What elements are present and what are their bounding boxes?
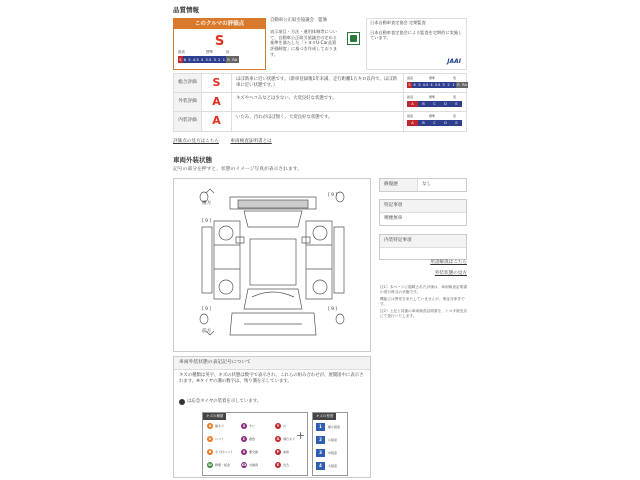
special-panel xyxy=(379,199,467,226)
eval-row-interior xyxy=(174,112,466,131)
eval-mini-scale xyxy=(407,101,462,107)
damage-kind-code: X xyxy=(242,450,246,454)
damage-kind-item xyxy=(207,449,233,455)
front-label: 前方 xyxy=(202,329,212,334)
scale-cell: RA xyxy=(232,57,238,62)
mini-scale-cell: R xyxy=(457,83,460,87)
page-content xyxy=(173,6,468,468)
mini-scale-cell: D xyxy=(440,101,451,107)
eval-desc: いたみ、汚れがほぼ無く、大変良好な状態です。 xyxy=(232,112,404,131)
scale-cell: 3 xyxy=(213,57,216,62)
eval-scale-label: 最高 xyxy=(407,114,414,118)
damage-kind-box xyxy=(202,412,308,476)
mini-scale-cell: A xyxy=(407,120,418,126)
damage-kind-code: B xyxy=(208,450,212,454)
damage-level-num: 3 xyxy=(316,449,325,457)
mini-scale-cell: A xyxy=(407,101,418,107)
damage-kind-code: A xyxy=(208,424,212,428)
eval-header: このクルマの評価点 xyxy=(174,19,265,29)
interior-value xyxy=(380,248,466,259)
damage-kind-code: E xyxy=(276,463,280,467)
note-item: 注1）本ページに掲載された評価は、車両検査証明書の発行時点の状態です。 xyxy=(380,285,468,294)
repair-value: なし xyxy=(422,182,432,187)
damage-level-label: 大程度 xyxy=(328,463,338,468)
fair-trade-panel xyxy=(270,18,362,70)
damage-kind-label: 修理・板金 xyxy=(215,462,231,467)
scale-cell: 6 xyxy=(183,57,187,62)
evaluation-table xyxy=(173,73,467,132)
scale-cell: 2 xyxy=(218,57,221,62)
damage-kind-label: サビ xyxy=(249,423,256,428)
repair-panel xyxy=(379,178,467,192)
eval-row-overall xyxy=(174,74,466,93)
special-label: 特記事項 xyxy=(380,200,466,213)
jaai-heading: 日本自動車査定協会 定期監査 xyxy=(370,20,426,25)
eval-desc: ほぼ新車に近い状態です。（新車登録後1年未満、走行距離1万キロ以内で、ほぼ新車に近い状態です。） xyxy=(232,74,404,92)
eval-mini-scale xyxy=(407,120,462,126)
damage-level-header: キズの程度 xyxy=(313,413,336,420)
damage-kind-item xyxy=(275,449,289,455)
mini-scale-cell: D xyxy=(440,120,451,126)
eval-links xyxy=(173,139,282,145)
overall-grade: S xyxy=(214,34,225,49)
fair-trade-logo-icon xyxy=(347,32,360,45)
damage-level-item xyxy=(316,462,337,470)
spare-tire-note xyxy=(179,399,261,405)
jaai-logo: JAAI xyxy=(447,57,461,65)
eval-scale-label: 最高 xyxy=(407,76,414,80)
damage-kind-label: 要交換 xyxy=(249,449,259,454)
damage-level-item xyxy=(316,436,337,444)
damage-kind-code: S xyxy=(242,424,246,428)
diagram-guide-link[interactable]: 用語解説はこちら xyxy=(430,260,467,265)
tire-mark-rear-left[interactable]: [ 9 ] xyxy=(202,219,212,224)
damage-kind-item xyxy=(275,423,286,429)
damage-kind-label: 交換済 xyxy=(249,462,259,467)
grade-scale xyxy=(178,56,239,63)
damage-kind-label: キズ付ヘコミ xyxy=(215,449,233,454)
damage-level-label: 中程度 xyxy=(328,450,338,455)
eval-scale-label: 低 xyxy=(453,114,457,118)
scale-cell: 1 xyxy=(222,57,226,62)
legend-header: 車両外装状態の表記記号について xyxy=(174,357,370,370)
eval-scale-label: 標準 xyxy=(429,95,436,99)
scale-label-standard: 標準 xyxy=(206,50,213,54)
eval-desc: キズやヘコみなどは少ない、大変良好な状態です。 xyxy=(232,93,404,111)
damage-kind-item xyxy=(241,449,258,455)
damage-kind-code: W xyxy=(208,463,212,467)
eval-scale-cell xyxy=(404,74,466,92)
note-item: 注2）上記と同様の車両検査証明書を、トヨタ販売店にて発行いたします。 xyxy=(380,308,468,318)
damage-level-label: 小程度 xyxy=(328,437,338,442)
notes xyxy=(380,285,468,321)
eval-scale-label: 最高 xyxy=(407,95,414,99)
scale-cell: R xyxy=(227,57,230,62)
eval-label: 外装評価 xyxy=(174,93,202,111)
interior-panel xyxy=(379,234,467,260)
damage-kind-code: Y xyxy=(276,424,280,428)
tire-mark-rear-right[interactable]: [ 9 ] xyxy=(328,193,338,198)
damage-kind-code: G xyxy=(276,437,280,441)
mini-scale-cell: C xyxy=(429,120,440,126)
scale-label-low: 低 xyxy=(226,50,230,54)
damage-kind-item xyxy=(275,462,289,468)
scale-cell: 3.5 xyxy=(205,57,212,62)
rear-label: 後方 xyxy=(202,201,212,206)
plus-icon: + xyxy=(296,429,306,442)
eval-label: 総合評価 xyxy=(174,74,202,92)
repair-label: 修復歴 xyxy=(380,179,418,191)
eval-row-exterior xyxy=(174,93,466,112)
exterior-subtitle: 記号の部分を押すと、状態のイメージ写真が表示されます。 xyxy=(173,167,302,172)
damage-kind-label: 線キズ xyxy=(215,423,224,428)
damage-kind-code: P xyxy=(276,450,280,454)
quality-title: 品質情報 xyxy=(173,6,199,14)
damage-kind-item xyxy=(207,436,224,442)
exterior-view-link[interactable]: 外装状態の見方 xyxy=(434,271,467,276)
eval-scale-label: 低 xyxy=(453,95,457,99)
scale-label-best: 最高 xyxy=(178,50,185,54)
exterior-diagram[interactable] xyxy=(173,178,371,352)
mini-scale-cell: 2 xyxy=(447,83,450,87)
spare-tire-icon xyxy=(179,399,185,405)
damage-kind-label: 塗装 xyxy=(283,449,290,454)
scale-cell: 5 xyxy=(188,57,191,62)
damage-kind-item xyxy=(241,462,258,468)
damage-kind-item xyxy=(207,462,230,468)
eval-label: 内装評価 xyxy=(174,112,202,131)
damage-level-box xyxy=(312,412,348,476)
mini-scale-cell: 5 xyxy=(418,83,421,87)
mini-scale-cell: 4.5 xyxy=(422,83,429,87)
damage-level-num: 2 xyxy=(316,436,325,444)
damage-kind-label: 穴 xyxy=(283,423,287,428)
damage-kind-item xyxy=(241,436,255,442)
damage-kind-code: U xyxy=(208,437,212,441)
eval-scale-label: 標準 xyxy=(429,114,436,118)
eval-grade: A xyxy=(202,112,232,131)
jaai-panel xyxy=(366,18,467,70)
eval-box xyxy=(173,18,266,70)
damage-level-label: 極小程度 xyxy=(328,424,341,429)
fair-trade-text: 表示項目・方法・運用体制等について、自動車公正取引協議会の定める基準を満たした「トヨタU-Car品質評価制度」に基づき作成しております。 xyxy=(270,28,338,57)
eval-scale-label: 標準 xyxy=(429,76,436,80)
eval-grade: A xyxy=(202,93,232,111)
eval-scale-label: 低 xyxy=(453,76,457,80)
damage-level-item xyxy=(316,449,337,457)
exterior-title: 車両外装状態 xyxy=(173,156,212,164)
damage-kind-label: 飛石キズ xyxy=(283,436,295,441)
eval-scale-cell xyxy=(404,93,466,111)
spare-tire-text: は応急タイヤの装着を示しています。 xyxy=(187,399,262,405)
mini-scale-cell: RA xyxy=(462,83,467,87)
scale-cell: 4 xyxy=(200,57,204,62)
mini-scale-cell: 3 xyxy=(442,83,445,87)
mini-scale-cell: B xyxy=(418,120,429,126)
scale-cell: S xyxy=(179,57,182,62)
quality-summary xyxy=(173,18,467,70)
damage-level-num: 4 xyxy=(316,462,325,470)
damage-kind-label: 凹凸 xyxy=(283,462,290,467)
mini-scale-cell: E xyxy=(451,101,462,107)
eval-grade: S xyxy=(202,74,232,92)
fair-trade-heading: 自動車公正取引協議会 監修 xyxy=(270,18,328,23)
eval-view-link[interactable]: 評価点の見方はこちら xyxy=(173,139,219,144)
legend-box xyxy=(173,356,371,478)
mini-scale-cell: 1 xyxy=(452,83,455,87)
damage-kind-code: XX xyxy=(241,463,247,467)
tire-mark-front-left[interactable]: [ 9 ] xyxy=(202,307,212,312)
scale-cell: 4.5 xyxy=(192,57,199,62)
mini-scale-cell: 6 xyxy=(413,83,416,87)
damage-kind-item xyxy=(241,423,255,429)
mini-scale-cell: E xyxy=(451,120,462,126)
note-item: 機能には異常を来たしていませんが、保証対象外です。 xyxy=(380,296,465,306)
damage-level-item xyxy=(316,423,340,431)
damage-kind-label: 腐食 xyxy=(249,436,256,441)
cert-view-link[interactable]: 車両検査証明書とは xyxy=(230,139,272,144)
damage-kind-label: ヘコミ xyxy=(215,436,225,441)
damage-kind-header: キズの種類 xyxy=(203,413,226,420)
damage-kind-code: C xyxy=(242,437,246,441)
jaai-text: 日本自動車査定協会による監査を定期的に実施しています。 xyxy=(370,29,463,41)
mini-scale-cell: 3.5 xyxy=(434,83,441,87)
eval-scale-cell xyxy=(404,112,466,131)
mini-scale-cell: S xyxy=(408,83,411,87)
interior-label: 内装特記事項 xyxy=(380,235,466,248)
damage-level-num: 1 xyxy=(316,423,325,431)
tire-mark-front-right[interactable]: [ 9 ] xyxy=(328,307,338,312)
mini-scale-cell: B xyxy=(418,101,429,107)
eval-mini-scale xyxy=(407,82,468,88)
special-value: 喫煙無車 xyxy=(384,216,403,222)
mini-scale-cell: C xyxy=(429,101,440,107)
legend-text: キズの種類は英字、キズの状態は数字で表示され、これらの組み合わせが、展開図中に表示されます。※タイヤの溝の数字は、残り溝を示しています。 xyxy=(179,373,364,385)
damage-kind-item xyxy=(207,423,224,429)
damage-kind-item xyxy=(275,436,295,442)
mini-scale-cell: 4 xyxy=(430,83,433,87)
